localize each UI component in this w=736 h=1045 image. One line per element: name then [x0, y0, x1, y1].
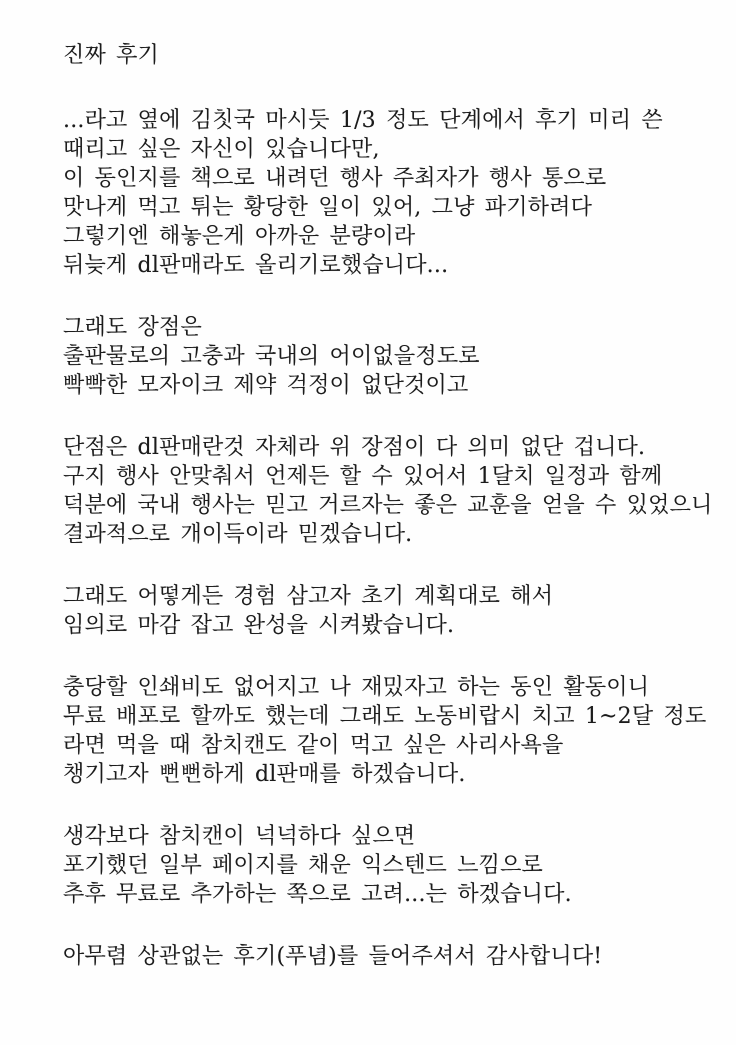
- text-line: 아무렴 상관없는 후기(푸념)를 들어주셔서 감사합니다!: [63, 944, 603, 969]
- text-line: 그래도 어떻게든 경험 삼고자 초기 계획대로 해서: [63, 584, 554, 609]
- text-line: 충당할 인쇄비도 없어지고 나 재밌자고 하는 동인 활동이니: [63, 675, 650, 700]
- text-line: 출판물로의 고충과 국내의 어이없을정도로: [63, 344, 480, 369]
- text-line: 결과적으로 개이득이라 믿겠습니다.: [63, 522, 413, 547]
- paragraph: [63, 582, 708, 640]
- text-line: 챙기고자 뻔뻔하게 dl판매를 하겠습니다.: [63, 762, 466, 787]
- paragraph: [63, 822, 708, 909]
- text-line: 맛나게 먹고 튀는 황당한 일이 있어, 그냥 파기하려다: [63, 195, 593, 220]
- text-line: 라면 먹을 때 참치캔도 같이 먹고 싶은 사리사욕을: [63, 733, 564, 758]
- text-line: 추후 무료로 추가하는 쪽으로 고려...는 하겠습니다.: [63, 882, 572, 907]
- text-line: 이 동인지를 책으로 내려던 행사 주최자가 행사 통으로: [63, 166, 607, 191]
- text-line: 포기했던 일부 페이지를 채운 익스텐드 느낌으로: [63, 853, 544, 878]
- text-line: ...라고 옆에 김칫국 마시듯 1/3 정도 단계에서 후기 미리 쓴: [63, 108, 663, 133]
- text-line: 임의로 마감 잡고 완성을 시켜봤습니다.: [63, 613, 455, 638]
- paragraph: [63, 106, 708, 280]
- text-line: 생각보다 참치캔이 넉넉하다 싶으면: [63, 824, 416, 849]
- paragraph: [63, 313, 708, 400]
- document-body: [63, 106, 713, 971]
- text-line: 그래도 장점은: [63, 315, 202, 340]
- paragraph: [63, 673, 708, 789]
- text-line: 덕분에 국내 행사는 믿고 거르자는 좋은 교훈을 얻을 수 있었으니: [63, 493, 713, 518]
- text-line: 구지 행사 안맞춰서 언제든 할 수 있어서 1달치 일정과 함께: [63, 464, 663, 489]
- text-line: 단점은 dl판매란것 자체라 위 장점이 다 의미 없단 겁니다.: [63, 435, 646, 460]
- text-line: 뒤늦게 dl판매라도 올리기로했습니다...: [63, 253, 449, 278]
- text-line: 빡빡한 모자이크 제약 걱정이 없단것이고: [63, 373, 469, 398]
- text-line: 그렇기엔 해놓은게 아까운 분량이라: [63, 224, 416, 249]
- paragraph: [63, 433, 713, 549]
- paragraph: [63, 942, 708, 971]
- page-title: 진짜 후기: [63, 43, 160, 68]
- text-line: 무료 배포로 할까도 했는데 그래도 노동비랍시 치고 1~2달 정도: [63, 704, 707, 729]
- text-line: 때리고 싶은 자신이 있습니다만,: [63, 137, 380, 162]
